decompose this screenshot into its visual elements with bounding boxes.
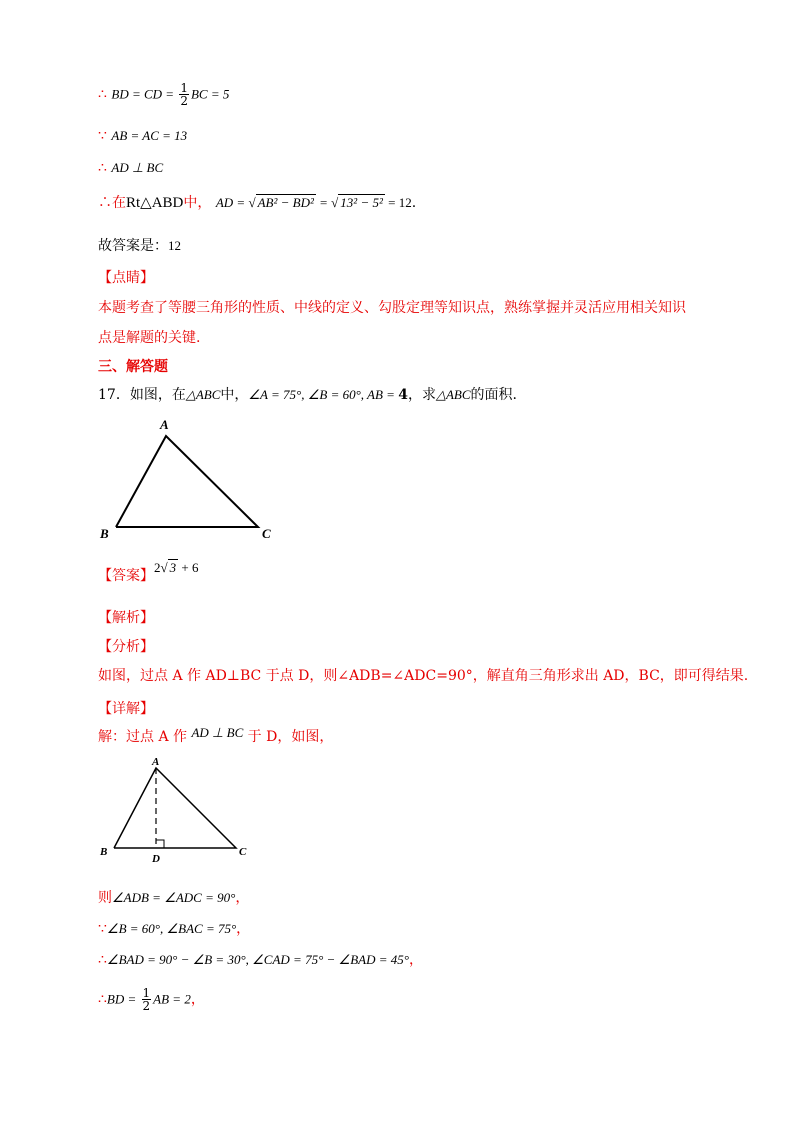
question-17 — [98, 385, 517, 405]
vertex-a-label: A — [160, 417, 169, 432]
rt-triangle: Rt△ABD — [126, 195, 184, 211]
step-end: ， — [408, 952, 423, 968]
xiangjie-line — [98, 727, 333, 747]
step-expr: ∠BAD = 90° − ∠B = 30°, ∠CAD = 75° − ∠BAD = 45° — [106, 952, 409, 967]
q-mid: 中， — [220, 387, 249, 403]
vertex-b-label: B — [100, 846, 108, 858]
q-ask: ，求 — [407, 387, 436, 403]
q-conditions: ∠A = 75°, ∠B = 60°, AB = — [248, 387, 399, 402]
step-prefix: 则 — [98, 890, 112, 906]
because-symbol: ∵ — [98, 128, 107, 144]
vertex-b-label: B — [100, 526, 109, 541]
xiangjie-b: 于 D，如图， — [243, 729, 334, 745]
result: = 12 — [384, 195, 412, 210]
step-1 — [98, 888, 249, 908]
answer-label: 故答案是： — [98, 238, 168, 254]
q-triangle-2: △ABC — [435, 387, 471, 402]
step-4 — [98, 987, 205, 1012]
step-3 — [98, 950, 423, 970]
expr: AB = AC = 13 — [111, 128, 188, 143]
section-heading: 三、解答题 — [98, 359, 168, 375]
expr: AD ⊥ BC — [111, 160, 164, 175]
fraction-half: $\frac{1}{2}$ — [180, 81, 188, 108]
expr-rhs: BC = 5 — [190, 86, 230, 102]
vertex-a-label: A — [152, 756, 160, 768]
fenxi-text: 如图，过点 A 作 AD⊥BC 于点 D，则∠ADB=∠ADC=90°，解直角三角形求出 AD，BC，即可得结果. — [98, 668, 749, 684]
q-prefix: 17．如图，在 — [98, 387, 186, 403]
radical-1: AB² − BD² — [257, 195, 314, 210]
solution-line-4: ∴在Rt△ABD中， AD = √ AB² − BD² = √ 13² − 5² = 12. — [98, 195, 417, 211]
dianjing-title: 【点睛】 — [98, 270, 154, 286]
step-end: ， — [190, 991, 205, 1008]
answer-expr: 2√ 3 + 6 — [154, 560, 199, 575]
step-lhs: BD = — [106, 991, 140, 1007]
expr-lhs: BD = CD = — [111, 86, 178, 102]
step-end: ， — [235, 890, 250, 906]
step-expr: ∠ADB = ∠ADC = 90° — [112, 890, 236, 905]
radical-2: 13² − 5² — [340, 195, 383, 210]
q-triangle: △ABC — [185, 387, 221, 402]
therefore-symbol: ∴ — [98, 86, 107, 103]
q-ab-value: 4 — [398, 387, 408, 403]
expr-ad: AD = — [215, 195, 249, 210]
vertex-c-label: C — [262, 526, 271, 541]
therefore-in: ∴在 — [98, 195, 126, 211]
vertex-c-label: C — [239, 846, 247, 858]
q-end: 的面积. — [470, 387, 517, 403]
xiangjie-a: 解：过点 A 作 — [98, 729, 192, 745]
answer-line — [98, 560, 199, 586]
triangle-figure-1 — [96, 414, 286, 544]
answer-value: 12 — [168, 238, 181, 253]
xiangjie-expr: AD ⊥ BC — [191, 725, 244, 740]
solution-line-3 — [98, 158, 163, 178]
fenxi-title: 【分析】 — [98, 639, 154, 655]
dianjing-line-2: 点是解题的关键. — [98, 330, 201, 346]
fraction-half: $\frac{1}{2}$ — [142, 986, 151, 1013]
step-2 — [98, 919, 250, 939]
therefore-symbol: ∴ — [98, 991, 107, 1008]
step-expr: ∠B = 60°, ∠BAC = 75° — [106, 921, 237, 936]
jiexi-title: 【解析】 — [98, 610, 154, 626]
step-rhs: AB = 2 — [153, 991, 191, 1007]
dianjing-line-1: 本题考查了等腰三角形的性质、中线的定义、勾股定理等知识点，熟练掌握并灵活应用相关知识 — [98, 300, 686, 316]
foot-d-label: D — [152, 853, 160, 865]
answer-label: 【答案】 — [98, 568, 154, 584]
mid-text: 中， — [183, 195, 212, 211]
because-symbol: ∵ — [98, 921, 107, 937]
eq: = — [315, 195, 332, 210]
solution-line-1 — [98, 82, 229, 107]
solution-line-2 — [98, 126, 187, 146]
therefore-symbol: ∴ — [98, 160, 107, 176]
previous-answer — [98, 236, 181, 256]
therefore-symbol: ∴ — [98, 952, 107, 968]
step-end: ， — [236, 921, 251, 937]
xiangjie-title: 【详解】 — [98, 701, 154, 717]
triangle-figure-2 — [96, 754, 261, 866]
period: . — [411, 195, 417, 211]
